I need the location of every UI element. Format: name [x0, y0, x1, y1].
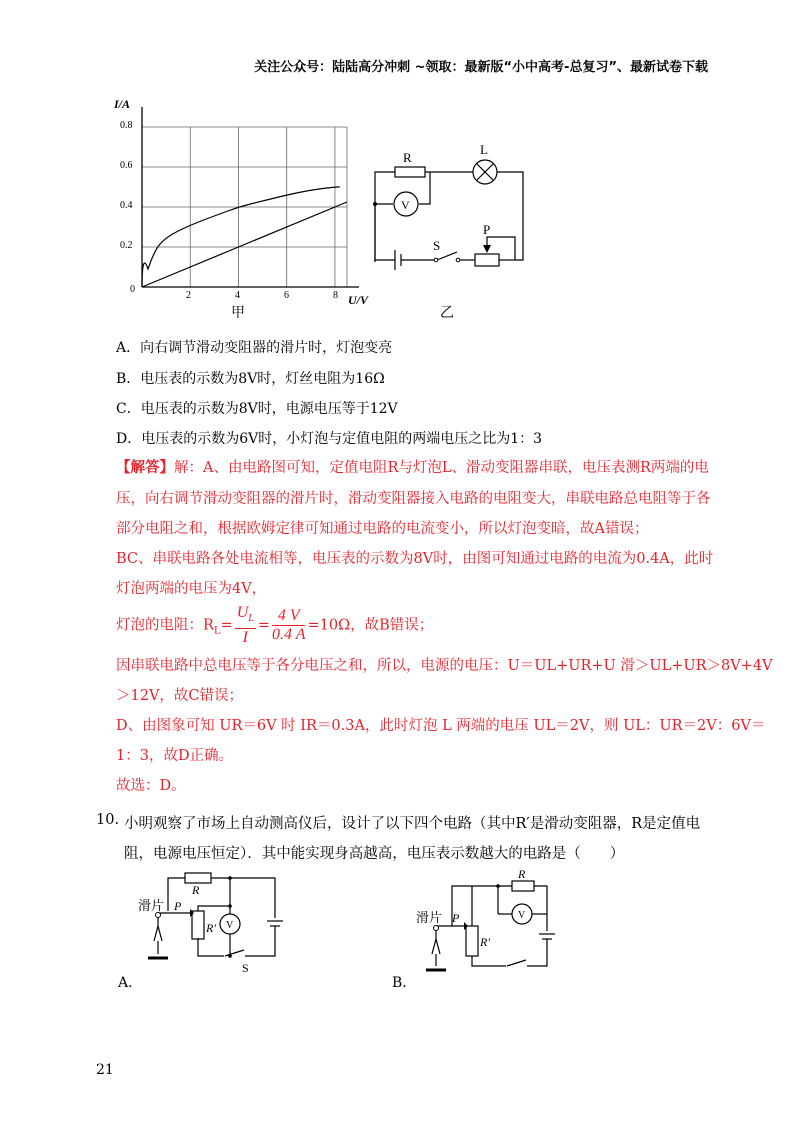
answer-line-2: 压，向右调节滑动变阻器的滑片时，滑动变阻器接入电路的电阻变大，串联电路总电阻等于各	[116, 491, 711, 507]
answer-conclusion: 故选：D。	[116, 778, 186, 794]
y-tick: 0.6	[120, 160, 133, 171]
answer-line-8: ＞12V，故C错误；	[116, 688, 244, 704]
question-line-1: 小明观察了市场上自动测高仪后，设计了以下四个电路（其中R′是滑动变阻器，R是定值电	[124, 816, 701, 832]
answer-tag: 【解答】	[116, 459, 174, 476]
fig-b-v-label: V	[518, 910, 526, 921]
y-tick: 0.4	[120, 200, 133, 211]
figure-a-circuit	[130, 866, 290, 976]
circuit-diagram	[365, 142, 535, 322]
option-d: D．电压表的示数为6V时，小灯泡与定值电阻的两端电压之比为1：3	[116, 431, 543, 447]
y-tick: 0.2	[120, 240, 133, 251]
option-b: B．电压表的示数为8V时，灯丝电阻为16Ω	[116, 371, 385, 387]
answer-line-4: BC、串联电路各处电流相等，电压表的示数为8V时，由图可知通过电路的电流为0.4A，此时	[116, 551, 714, 567]
graph-caption: 甲	[231, 306, 245, 321]
voltmeter-label: V	[401, 198, 410, 212]
fig-b-rprime-label: R′	[480, 935, 490, 949]
fig-b-slide-label: 滑片	[416, 910, 443, 925]
fraction-ul-over-i: $\frac{U_L}{I}$	[236, 604, 254, 647]
fig-b-r-label: R	[518, 867, 526, 881]
fig-b-p-label: P	[452, 911, 460, 925]
slider-label: P	[483, 222, 491, 237]
answer-formula: 灯泡的电阻：$R_L=$ $\frac{U_L}{I}$ = $\frac{4 V}{0.4 A}$ =10Ω，故B错误；	[116, 604, 434, 647]
figure-a-label: A．	[118, 975, 143, 991]
fig-a-r-label: R	[192, 883, 200, 897]
fig-a-slide-label: 滑片	[138, 898, 165, 913]
switch-label: S	[433, 238, 441, 253]
resistor-iu-line	[142, 202, 347, 287]
option-c: C．电压表的示数为8V时，电源电压等于12V	[116, 401, 398, 417]
answer-line-5: 灯泡两端的电压为4V，	[116, 581, 267, 597]
x-tick: 6	[284, 290, 289, 301]
answer-line-10: 1：3，故D正确。	[116, 748, 234, 764]
y-tick: 0	[130, 284, 135, 295]
answer-line-9: D、由图象可知 UR＝6V 时 IR＝0.3A，此时灯泡 L 两端的电压 UL＝2V，则 UL：UR＝2V：6V＝	[116, 718, 766, 734]
fig-a-v-label: V	[226, 920, 234, 931]
answer-line-3: 部分电阻之和，根据欧姆定律可知通过电路的电流变小，所以灯泡变暗，故A错误；	[116, 521, 649, 537]
x-tick: 4	[235, 290, 240, 301]
y-tick: 0.8	[120, 120, 133, 131]
circuit-caption: 乙	[440, 306, 454, 321]
fig-a-s-label: S	[242, 961, 249, 975]
graph-grid	[142, 107, 359, 287]
resistor-label: R	[403, 150, 412, 165]
figure-b-label: B．	[392, 975, 417, 991]
x-tick: 2	[186, 290, 191, 301]
fraction-4v-over-04a: $\frac{4 V}{0.4 A}$	[272, 607, 306, 644]
lamp-label: L	[480, 142, 488, 157]
page-number: 21	[96, 1062, 114, 1078]
answer-line-1: 【解答】解：A、由电路图可知，定值电阻R与灯泡L、滑动变阻器串联，电压表测R两端的电	[116, 459, 709, 476]
option-a: A．向右调节滑动变阻器的滑片时，灯泡变亮	[116, 340, 393, 356]
x-tick: 8	[333, 290, 338, 301]
answer-line-7: 因串联电路中总电压等于各分电压之和，所以，电源的电压：U＝UL+UR+U 滑＞UL+UR＞8V+4V	[116, 658, 773, 674]
x-axis-label: U/V	[348, 293, 369, 307]
figure-b-circuit	[412, 866, 572, 976]
lamp-iu-curve	[142, 187, 340, 287]
question-number: 10.	[96, 812, 120, 828]
fig-a-p-label: P	[174, 899, 182, 913]
page-header: 关注公众号：陆陆高分冲刺 ~领取：最新版“小中高考-总复习”、最新试卷下载	[254, 60, 708, 75]
graph-curves	[142, 187, 347, 287]
fig-a-rprime-label: R′	[206, 921, 216, 935]
y-axis-label: I/A	[114, 97, 131, 111]
question-line-2: 阻，电源电压恒定）．其中能实现身高越高，电压表示数越大的电路是（ ）	[124, 846, 625, 862]
iu-graph	[108, 92, 378, 322]
